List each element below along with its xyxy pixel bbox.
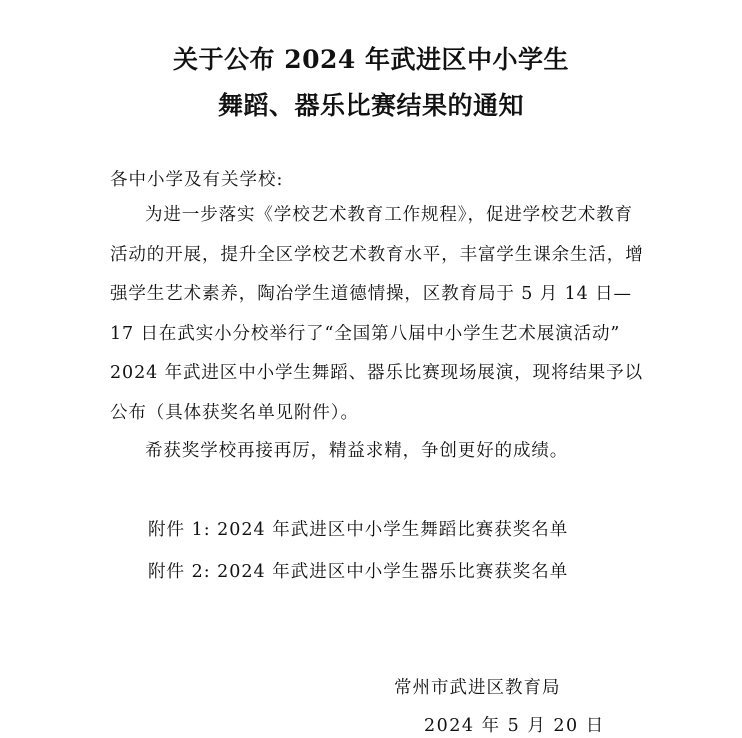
- issuer-name: 常州市武进区教育局: [394, 678, 561, 698]
- attachment-2: 附件 2: 2024 年武进区中小学生器乐比赛获奖名单: [148, 562, 569, 582]
- notice-title-line-1: 关于公布 2024 年武进区中小学生: [173, 45, 569, 74]
- attachment-1: 附件 1: 2024 年武进区中小学生舞蹈比赛获奖名单: [148, 520, 569, 540]
- notice-title-line-2: 舞蹈、器乐比赛结果的通知: [217, 91, 524, 120]
- body-paragraph-1: 为进一步落实《学校艺术教育工作规程》，促进学校艺术教育活动的开展，提升全区学校艺术教育水平，丰富学生课余生活，增强学生艺术素养，陶冶学生道德情操，区教育局于 5 月 14 日— 17 日在武实小分校举行了“全国第八届中小学生艺术展演活动” 2024 年武进区中小学生舞蹈、器乐比赛现场展演，现将结果予以公布（具体获奖名单见附件）。: [110, 205, 644, 423]
- salutation: 各中小学及有关学校:: [110, 170, 284, 190]
- body-paragraph-2: 希获奖学校再接再厉，精益求精，争创更好的成绩。: [145, 441, 569, 461]
- issue-date: 2024 年 5 月 20 日: [424, 716, 605, 736]
